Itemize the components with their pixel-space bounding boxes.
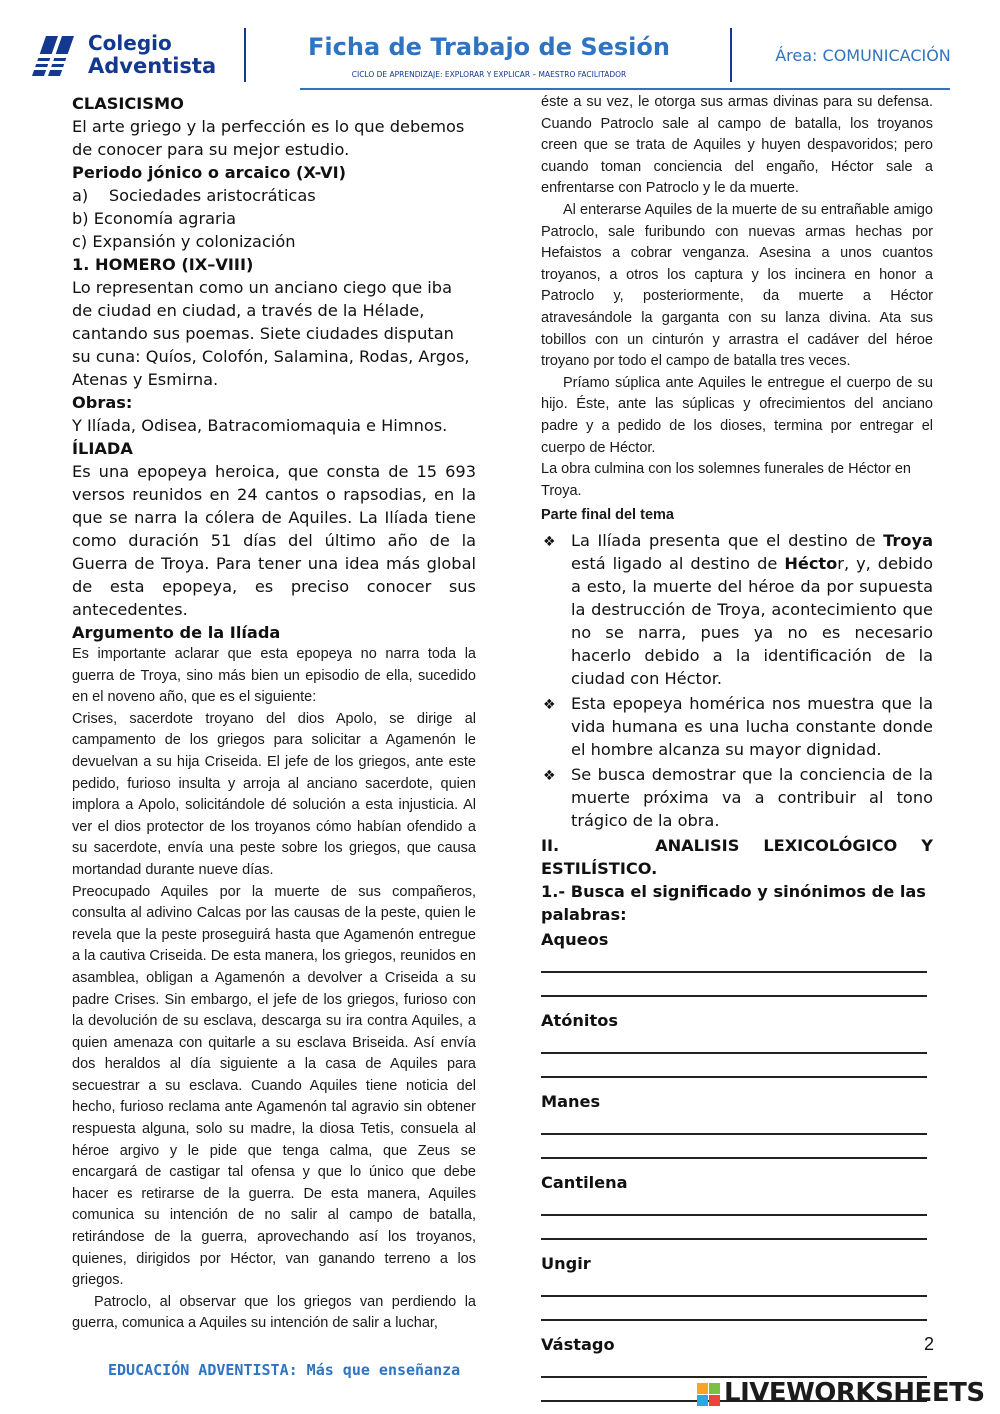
page-subtitle: CICLO DE APRENDIZAJE: EXPLORAR Y EXPLICAR – MAESTRO FACILITADOR <box>351 70 627 79</box>
heading-parte-final: Parte final del tema <box>541 507 674 524</box>
vocabulary-section <box>541 928 933 1402</box>
subject-area: Área: COMUNICACIÓN <box>775 46 951 65</box>
paragraph-homero: Lo representan como un anciano ciego que iba de ciudad en ciudad, a través de la Hélade, cantando sus poemas. Siete ciudades disputan su cuna: Quíos, Colofón, Salamina, Rodas, Argos, Atenas y Esmirna. <box>72 278 470 389</box>
paragraph-right-4: La obra culmina con los solemnes funerales de Héctor en Troya. <box>541 461 911 499</box>
list-item: ❖ Se busca demostrar que la conciencia de la muerte próxima va a contribuir al tono trágico de la obra. <box>543 764 933 830</box>
heading-analisis: II. ANALISIS LEXICOLÓGICO Y ESTILÍSTICO. <box>541 835 939 878</box>
list-item: c) Expansión y colonización <box>72 232 296 251</box>
list-item: a) Sociedades aristocráticas <box>72 186 316 205</box>
answer-line[interactable] <box>541 1052 927 1054</box>
vocab-word-ungir: Ungir <box>541 1253 591 1273</box>
answer-line[interactable] <box>541 1157 927 1159</box>
list-item: ❖ La Ilíada presenta que el destino de Troya está ligado al destino de Héctor, y, debido a esto, la muerte del héroe da por supuesta la destrucción de Troya, acontecimiento que no se narra, pues ya no es necesario hacerlo debido a la identificación de la ciudad con Héctor. <box>543 530 933 688</box>
answer-line[interactable] <box>541 1319 927 1321</box>
heading-obras: Obras: <box>72 393 133 412</box>
emphasis-hector: Hécto <box>784 553 838 573</box>
answer-line[interactable] <box>541 1133 927 1135</box>
footer-tagline: EDUCACIÓN ADVENTISTA: Más que enseñanza <box>108 1361 461 1379</box>
paragraph-right-1: éste a su vez, le otorga sus armas divinas para su defensa. Cuando Patroclo sale al campo de batalla, los troyanos creen que se trata de Aquiles y huyen despavoridos; pero cuando toman conciencia del engaño, Héctor sale a enfrentarse con Patroclo y le da muerte. <box>541 94 933 197</box>
heading-periodo: Periodo jónico o arcaico (X-VI) <box>72 163 347 182</box>
header-divider <box>244 28 246 82</box>
page-number: 2 <box>924 1334 935 1354</box>
heading-argumento: Argumento de la Ilíada <box>72 623 281 642</box>
left-column <box>72 92 476 1335</box>
logo-line-2: Adventista <box>88 54 217 78</box>
header-rule <box>300 88 950 90</box>
list-item: ❖ Esta epopeya homérica nos muestra que la vida humana es una lucha constante donde el hombre alcanza su mayor dignidad. <box>543 693 933 759</box>
right-column <box>541 92 939 1402</box>
header-divider <box>730 28 732 82</box>
heading-busca: 1.- Busca el significado y sinónimos de las palabras: <box>541 881 926 924</box>
paragraph-argumento-1: Es importante aclarar que esta epopeya no narra toda la guerra de Troya, sino más bien un episodio de ella, sucedido en el noveno año, que es el siguiente: <box>72 646 476 706</box>
logo-emblem-icon <box>28 30 84 80</box>
diamond-bullet-icon: ❖ <box>543 696 556 713</box>
vocab-word-cantilena: Cantilena <box>541 1172 628 1192</box>
answer-line[interactable] <box>541 971 927 973</box>
heading-iliada: ÍLIADA <box>72 439 133 458</box>
page-title: Ficha de Trabajo de Sesión <box>308 33 670 61</box>
paragraph-argumento-2: Crises, sacerdote troyano del dios Apolo, se dirige al campamento de los griegos para solicitar a Agamenón le devuelvan a su hija Criseida. El jefe de los griegos, ante este pedido, furioso insulta y arroja al anciano sacerdote, quien implora a Apolo, solicitándole dé solución a esta injusticia. Al ver el dios protector de los troyanos cómo habían ofendido a su sacerdote, envía una peste sobre los griegos, que causa mortandad durante nueve días. <box>72 710 476 878</box>
logo-line-1: Colegio <box>88 31 172 55</box>
answer-line[interactable] <box>541 1076 927 1078</box>
answer-line[interactable] <box>541 1214 927 1216</box>
list-item: b) Economía agraria <box>72 209 237 228</box>
diamond-bullet-icon: ❖ <box>543 533 556 550</box>
heading-homero: 1. HOMERO (IX–VIII) <box>72 255 254 274</box>
vocab-word-manes: Manes <box>541 1091 601 1111</box>
answer-line[interactable] <box>541 1238 927 1240</box>
paragraph-clasicismo: El arte griego y la perfección es lo que debemos de conocer para su mejor estudio. <box>72 117 465 159</box>
liveworksheets-brand: LIVEWORKSHEETS <box>724 1378 985 1408</box>
paragraph-right-2: Al enterarse Aquiles de la muerte de su entrañable amigo Patroclo, sale furibundo con nuevas armas hechas por Hefaistos a cobrar venganza. Asesina a unos cuantos troyanos, a otros los captura y los incinera en honor a Patroclo y, posteriormente, da muerte a Héctor atravesándole la garganta con su lanza divina. Ata sus tobillos con un cinturón y arrastra el cadáver del héroe troyano por todo el campo de batalla tres veces. <box>541 201 933 370</box>
paragraph-argumento-3: Preocupado Aquiles por la muerte de sus compañeros, consulta al adivino Calcas por las causas de la peste, quien le revela que la peste proseguirá hasta que Agamenón entregue a la cautiva Criseida. De esta manera, los griegos, reunidos en asamblea, obligan a Agamenón a devolver a Criseida a su padre Crises. Sin embargo, el jefe de los griegos, furioso con la devolución de su esclava, descarga su ira contra Aquiles, a quien amenaza con quitarle a su esclava Briseida. Así envía dos heraldos al día siguiente a la casa de Aquiles para secuestrar a su esclava. Cuando Aquiles tiene noticia del hecho, furioso reclama ante Agamenón tal agravio sin obtener respuesta alguna, solo su madre, la diosa Tetis, consuela al héroe argivo y le pide que tenga calma, que Zeus se encargará de castigar tal ofensa y que lo único que debe hacer es retirarse de la guerra. De esta manera, Aquiles comunica su intención de no salir al campo de batalla, retirándose de la guerra, aprovechando así los troyanos, quienes, dirigidos por Héctor, van ganando terreno a los griegos. <box>72 883 476 1289</box>
paragraph-iliada: Es una epopeya heroica, que consta de 15 693 versos reunidos en 24 cantos o rapsodias, en la que se narra la cólera de Aquiles. La Ilíada tiene como duración 51 días del último año de la Guerra de Troya. Para tener una idea más global de esta epopeya, es preciso conocer sus antecedentes. <box>72 462 476 619</box>
paragraph-right-3: Príamo súplica ante Aquiles le entregue el cuerpo de su hijo. Éste, ante las súplicas y ofrecimientos del anciano padre y a pedido de los dioses, termina por entregar el cuerpo de Héctor. <box>541 374 933 456</box>
vocab-word-atonitos: Atónitos <box>541 1010 618 1030</box>
page-header <box>0 0 1000 90</box>
school-logo <box>28 30 243 80</box>
liveworksheets-blocks-icon <box>697 1383 721 1407</box>
diamond-bullet-icon: ❖ <box>543 767 556 784</box>
vocab-word-aqueos: Aqueos <box>541 929 609 949</box>
answer-line[interactable] <box>541 1295 927 1297</box>
vocab-word-vastago: Vástago <box>541 1334 615 1354</box>
paragraph-argumento-4: Patroclo, al observar que los griegos van perdiendo la guerra, comunica a Aquiles su intención de salir a luchar, <box>72 1293 476 1332</box>
bullet-list <box>541 529 933 832</box>
emphasis-troya: Troya <box>883 530 933 550</box>
paragraph-obras: Y Ilíada, Odisea, Batracomiomaquia e Himnos. <box>72 416 448 435</box>
answer-line[interactable] <box>541 995 927 997</box>
heading-clasicismo: CLASICISMO <box>72 94 184 113</box>
